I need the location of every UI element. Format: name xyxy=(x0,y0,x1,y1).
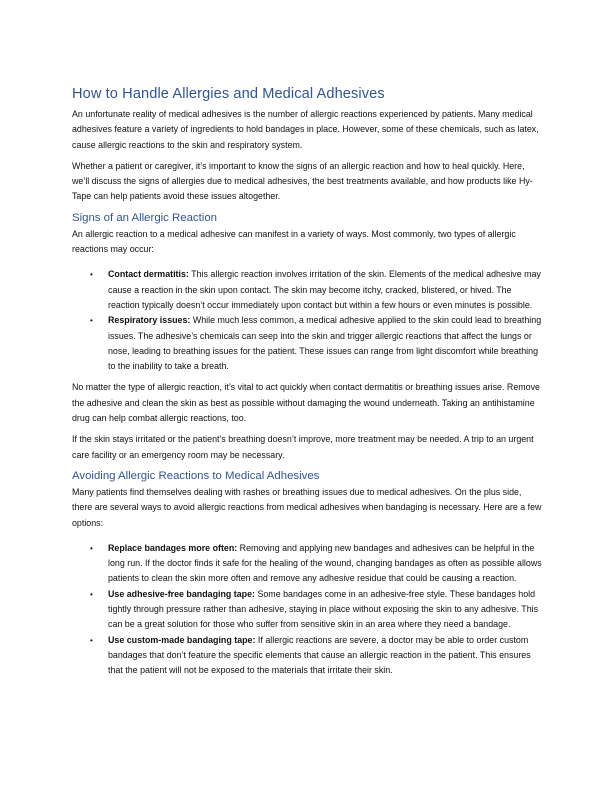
treatment-paragraph-2: If the skin stays irritated or the patient’s breathing doesn’t improve, more treatment may be needed. A trip to an urgent care facility or an emergency room may be necessary. xyxy=(72,434,534,460)
bullet-icon: • xyxy=(90,589,93,599)
list-item-text: Removing and applying new bandages and adhesives can be helpful in the long run. If the doctor finds it safe for the healing of the wound, changing bandages as often as possible allows patients to clean the skin more often and remove any adhesive residue that could be causing a reaction. xyxy=(108,542,542,584)
list-item-term: Contact dermatitis: xyxy=(108,269,189,280)
intro-paragraph-2: Whether a patient or caregiver, it’s important to know the signs of an allergic reaction and how to heal quickly. Here, we’ll discuss the signs of allergies due to medical adhesives, the best treatments available, and how products like Hy-Tape can help patients avoid these issues altogether. xyxy=(72,160,533,202)
section-lead-avoiding: Many patients find themselves dealing with rashes or breathing issues due to medical adhesives. On the plus side, there are several ways to avoid allergic reactions from medical adhesives when bandaging is necessary. Here are a few options: xyxy=(72,486,542,528)
section-avoiding xyxy=(72,469,542,679)
section-heading-avoiding: Avoiding Allergic Reactions to Medical Adhesives xyxy=(72,469,320,482)
list-item xyxy=(72,633,542,679)
list-item-term: Replace bandages more often: xyxy=(108,542,238,553)
intro-paragraph-1: An unfortunate reality of medical adhesives is the number of allergic reactions experienced by patients. Many medical adhesives feature a variety of ingredients to hold bandages in place. However, some of these chemicals, such as latex, cause allergic reactions to the skin and respiratory system. xyxy=(72,109,539,150)
bullet-icon: • xyxy=(90,635,93,645)
list-item-term: Respiratory issues: xyxy=(108,315,191,326)
list-item xyxy=(72,313,542,374)
bullet-icon: • xyxy=(90,270,93,280)
section-heading-signs: Signs of an Allergic Reaction xyxy=(72,211,217,224)
list-item-text: If allergic reactions are severe, a doctor may be able to order custom bandages that don’t feature the specific elements that cause an allergic reaction in the patient. This ensures that the patient will not be exposed to the materials that irritate their skin. xyxy=(108,634,531,676)
list-item-text: While much less common, a medical adhesive applied to the skin could lead to breathing issues. The adhesive’s chemicals can seep into the skin and trigger allergic reactions that affect the lungs or nose, leading to breathing issues for the patient. These issues can range from light discomfort while breathing to the inability to take a breath. xyxy=(108,315,542,372)
list-item-text: Some bandages come in an adhesive-free style. These bandages hold tightly through pressure rather than adhesive, staying in place without exposing the skin to any adhesive. This can be a great solution for those who suffer from sensitive skin in an area where they need a bandage. xyxy=(108,588,539,630)
list-item xyxy=(72,541,542,587)
list-item xyxy=(72,267,542,313)
list-item xyxy=(72,587,542,633)
list-item-term: Use adhesive-free bandaging tape: xyxy=(108,588,255,599)
list-item-text: This allergic reaction involves irritation of the skin. Elements of the medical adhesive may cause a reaction in the skin upon contact. The skin may become itchy, cracked, blistered, or hived. The reaction typically doesn’t occur immediately upon contact but within a few hours or even minutes is possible. xyxy=(108,269,541,310)
treatment-paragraph-1: No matter the type of allergic reaction, it’s vital to act quickly when contact dermatitis or breathing issues arise. Remove the adhesive and clean the skin as best as possible without damaging the wound underneath. Taking an antihistamine drug can help combat allergic reactions, too. xyxy=(72,382,540,424)
section-lead-signs: An allergic reaction to a medical adhesive can manifest in a variety of ways. Most commonly, two types of allergic reactions may occur: xyxy=(72,228,516,255)
document-title: How to Handle Allergies and Medical Adhesives xyxy=(72,86,385,102)
bullet-list-signs xyxy=(72,267,542,374)
section-signs xyxy=(72,211,542,463)
bullet-icon: • xyxy=(90,543,93,553)
bullet-list-avoiding xyxy=(72,541,542,679)
list-item-term: Use custom-made bandaging tape: xyxy=(108,634,256,645)
bullet-icon: • xyxy=(90,316,93,326)
document-page xyxy=(72,86,542,685)
